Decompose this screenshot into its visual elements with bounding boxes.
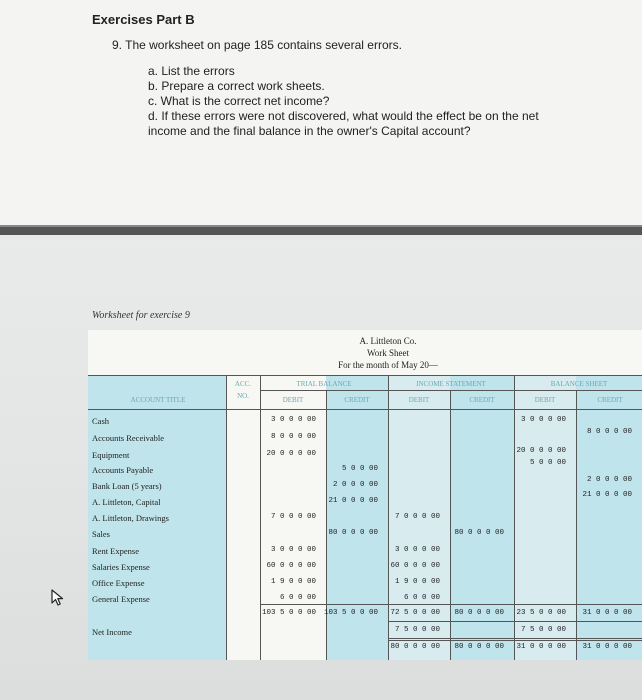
question-9: 9. The worksheet on page 185 contains several errors. (112, 38, 402, 52)
header-balance-sheet: BALANCE SHEET (550, 380, 608, 388)
sheet-period: For the month of May 20— (338, 360, 438, 370)
is-debit-total: 72 5 0 0 00 (390, 609, 440, 617)
rule-h (388, 640, 642, 641)
account-receivable: Accounts Receivable (92, 433, 164, 443)
is-debit-final: 80 0 0 0 00 (390, 643, 440, 651)
header-bs-credit: CREDIT (597, 396, 623, 404)
bs-credit-capital: 21 0 0 0 00 (582, 491, 632, 499)
question-items (148, 64, 539, 139)
header-tb-credit: CREDIT (344, 396, 370, 404)
is-debit-salaries: 60 0 0 0 00 (390, 562, 440, 570)
stripe-bs-credit (576, 375, 642, 660)
is-debit-rent: 3 0 0 0 00 (394, 546, 440, 554)
account-drawings: A. Littleton, Drawings (92, 513, 169, 523)
is-credit-sales: 80 0 0 0 00 (454, 529, 504, 537)
rule-h (260, 604, 642, 605)
is-debit-net-income: 7 5 0 0 00 (394, 626, 440, 634)
bs-credit-receivable: 8 0 0 0 00 (586, 428, 632, 436)
rule-h (260, 390, 642, 391)
tb-credit-sales: 80 0 0 0 00 (328, 529, 378, 537)
tb-debit-total: 103 5 0 0 00 (261, 609, 316, 617)
item-c: c. What is the correct net income? (148, 94, 330, 108)
account-bank-loan: Bank Loan (5 years) (92, 481, 162, 491)
account-general-expense: General Expense (92, 594, 150, 604)
tb-debit-general: 6 0 0 00 (279, 594, 316, 602)
is-debit-office: 1 9 0 0 00 (394, 578, 440, 586)
bs-debit-payable: 5 0 0 00 (529, 459, 566, 467)
worksheet-label: Worksheet for exercise 9 (92, 310, 190, 321)
tb-debit-cash: 3 0 0 0 00 (270, 416, 316, 424)
exercise-heading: Exercises Part B (92, 12, 195, 27)
tb-credit-capital: 21 0 0 0 00 (328, 497, 378, 505)
company-name: A. Littleton Co. (359, 336, 417, 346)
header-is-credit: CREDIT (469, 396, 495, 404)
sheet-title: Work Sheet (366, 348, 410, 358)
account-office-expense: Office Expense (92, 578, 145, 588)
bs-debit-total: 23 5 0 0 00 (516, 609, 566, 617)
tb-debit-receivable: 8 0 0 0 00 (270, 433, 316, 441)
bs-debit-final: 31 0 0 0 00 (516, 643, 566, 651)
header-tb-debit: DEBIT (282, 396, 304, 404)
rule-h (88, 409, 642, 410)
rule-h (88, 375, 642, 376)
account-sales: Sales (92, 529, 110, 539)
bs-credit-total: 31 0 0 0 00 (582, 609, 632, 617)
tb-credit-total: 103 5 0 0 00 (323, 609, 378, 617)
bs-debit-cash: 3 0 0 0 00 (520, 416, 566, 424)
rule-v (226, 375, 227, 660)
rule-v (326, 390, 327, 660)
header-trial-balance: TRIAL BALANCE (296, 380, 352, 388)
rule-h (388, 638, 642, 639)
is-debit-general: 6 0 0 00 (403, 594, 440, 602)
account-payable: Accounts Payable (92, 465, 154, 475)
tb-credit-bank-loan: 2 0 0 0 00 (332, 481, 378, 489)
bs-debit-equipment: 20 0 0 0 00 (516, 447, 566, 455)
account-capital: A. Littleton, Capital (92, 497, 161, 507)
header-acc: ACC. (234, 380, 252, 388)
item-d-continued: income and the final balance in the owner's Capital account? (148, 124, 471, 138)
bs-credit-bank-loan: 2 0 0 0 00 (586, 476, 632, 484)
mouse-cursor-icon (50, 588, 68, 606)
rule-v (450, 390, 451, 660)
rule-h (388, 621, 642, 622)
is-debit-drawings: 7 0 0 0 00 (394, 513, 440, 521)
item-a: a. List the errors (148, 64, 235, 78)
tb-debit-equipment: 20 0 0 0 00 (266, 450, 316, 458)
header-income-statement: INCOME STATEMENT (416, 380, 486, 388)
tb-credit-payable: 5 0 0 00 (341, 465, 378, 473)
is-credit-final: 80 0 0 0 00 (454, 643, 504, 651)
account-salaries-expense: Salaries Expense (92, 562, 150, 572)
tb-debit-rent: 3 0 0 0 00 (270, 546, 316, 554)
bs-debit-net-income: 7 5 0 0 00 (520, 626, 566, 634)
header-account-title: ACCOUNT TITLE (130, 396, 186, 404)
is-credit-total: 80 0 0 0 00 (454, 609, 504, 617)
tb-debit-office: 1 9 0 0 00 (270, 578, 316, 586)
header-bs-debit: DEBIT (534, 396, 556, 404)
account-equipment: Equipment (92, 450, 130, 460)
account-rent-expense: Rent Expense (92, 546, 139, 556)
header-no: NO. (237, 392, 249, 400)
bs-credit-final: 31 0 0 0 00 (582, 643, 632, 651)
tb-debit-salaries: 60 0 0 0 00 (266, 562, 316, 570)
account-cash: Cash (92, 416, 109, 426)
account-net-income: Net Income (92, 627, 132, 637)
tb-debit-drawings: 7 0 0 0 00 (270, 513, 316, 521)
item-d: d. If these errors were not discovered, what would the effect be on the net (148, 109, 539, 123)
header-is-debit: DEBIT (408, 396, 430, 404)
exercise-page (0, 0, 642, 225)
item-b: b. Prepare a correct work sheets. (148, 79, 325, 93)
